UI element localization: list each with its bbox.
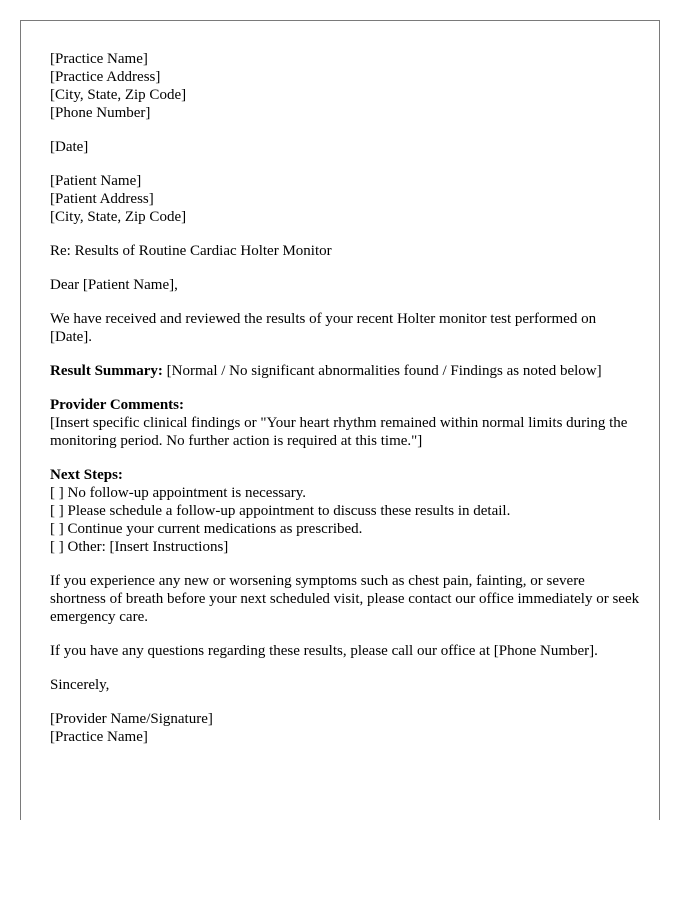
letter-date — [50, 138, 640, 156]
letter-page — [20, 20, 660, 820]
next-step-item: [ ] No follow-up appointment is necessary. — [50, 485, 307, 501]
result-summary — [50, 362, 640, 380]
sender-city-state-zip: [City, State, Zip Code] — [50, 87, 187, 103]
result-summary-text: [Normal / No significant abnormalities found / Findings as noted below] — [162, 363, 602, 379]
provider-comments — [50, 396, 640, 450]
sender-phone: [Phone Number] — [50, 105, 151, 121]
provider-comments-label: Provider Comments: — [50, 397, 185, 413]
recipient-address-block — [50, 172, 640, 226]
signature-provider: [Provider Name/Signature] — [50, 711, 213, 727]
date-text: [Date] — [50, 139, 89, 155]
next-steps — [50, 466, 640, 556]
sender-practice-address: [Practice Address] — [50, 69, 161, 85]
warning-paragraph: If you experience any new or worsening symptoms such as chest pain, fainting, or severe shortness of breath before your next scheduled visit, please contact our office immediately or seek emergency care. — [50, 573, 640, 625]
result-summary-label: Result Summary: — [50, 363, 163, 379]
recipient-name: [Patient Name] — [50, 173, 142, 189]
closing: Sincerely, — [50, 677, 110, 693]
subject-line: Re: Results of Routine Cardiac Holter Monitor — [50, 243, 332, 259]
sender-address-block — [50, 50, 640, 122]
intro-paragraph: We have received and reviewed the results of your recent Holter monitor test performed on [Date]. — [50, 311, 597, 345]
next-step-item: [ ] Please schedule a follow-up appointment to discuss these results in detail. — [50, 503, 511, 519]
provider-comments-text: [Insert specific clinical findings or "Your heart rhythm remained within normal limits during the monitoring period. No further action is required at this time."] — [50, 415, 628, 449]
sender-practice-name: [Practice Name] — [50, 51, 148, 67]
letter-content — [50, 50, 640, 762]
next-step-item: [ ] Continue your current medications as prescribed. — [50, 521, 363, 537]
questions-paragraph: If you have any questions regarding these results, please call our office at [Phone Number]. — [50, 643, 598, 659]
recipient-address: [Patient Address] — [50, 191, 154, 207]
recipient-city-state-zip: [City, State, Zip Code] — [50, 209, 187, 225]
next-steps-label: Next Steps: — [50, 467, 123, 483]
signature-practice-name: [Practice Name] — [50, 729, 148, 745]
salutation: Dear [Patient Name], — [50, 277, 178, 293]
next-step-item: [ ] Other: [Insert Instructions] — [50, 539, 229, 555]
signature-block — [50, 710, 640, 746]
